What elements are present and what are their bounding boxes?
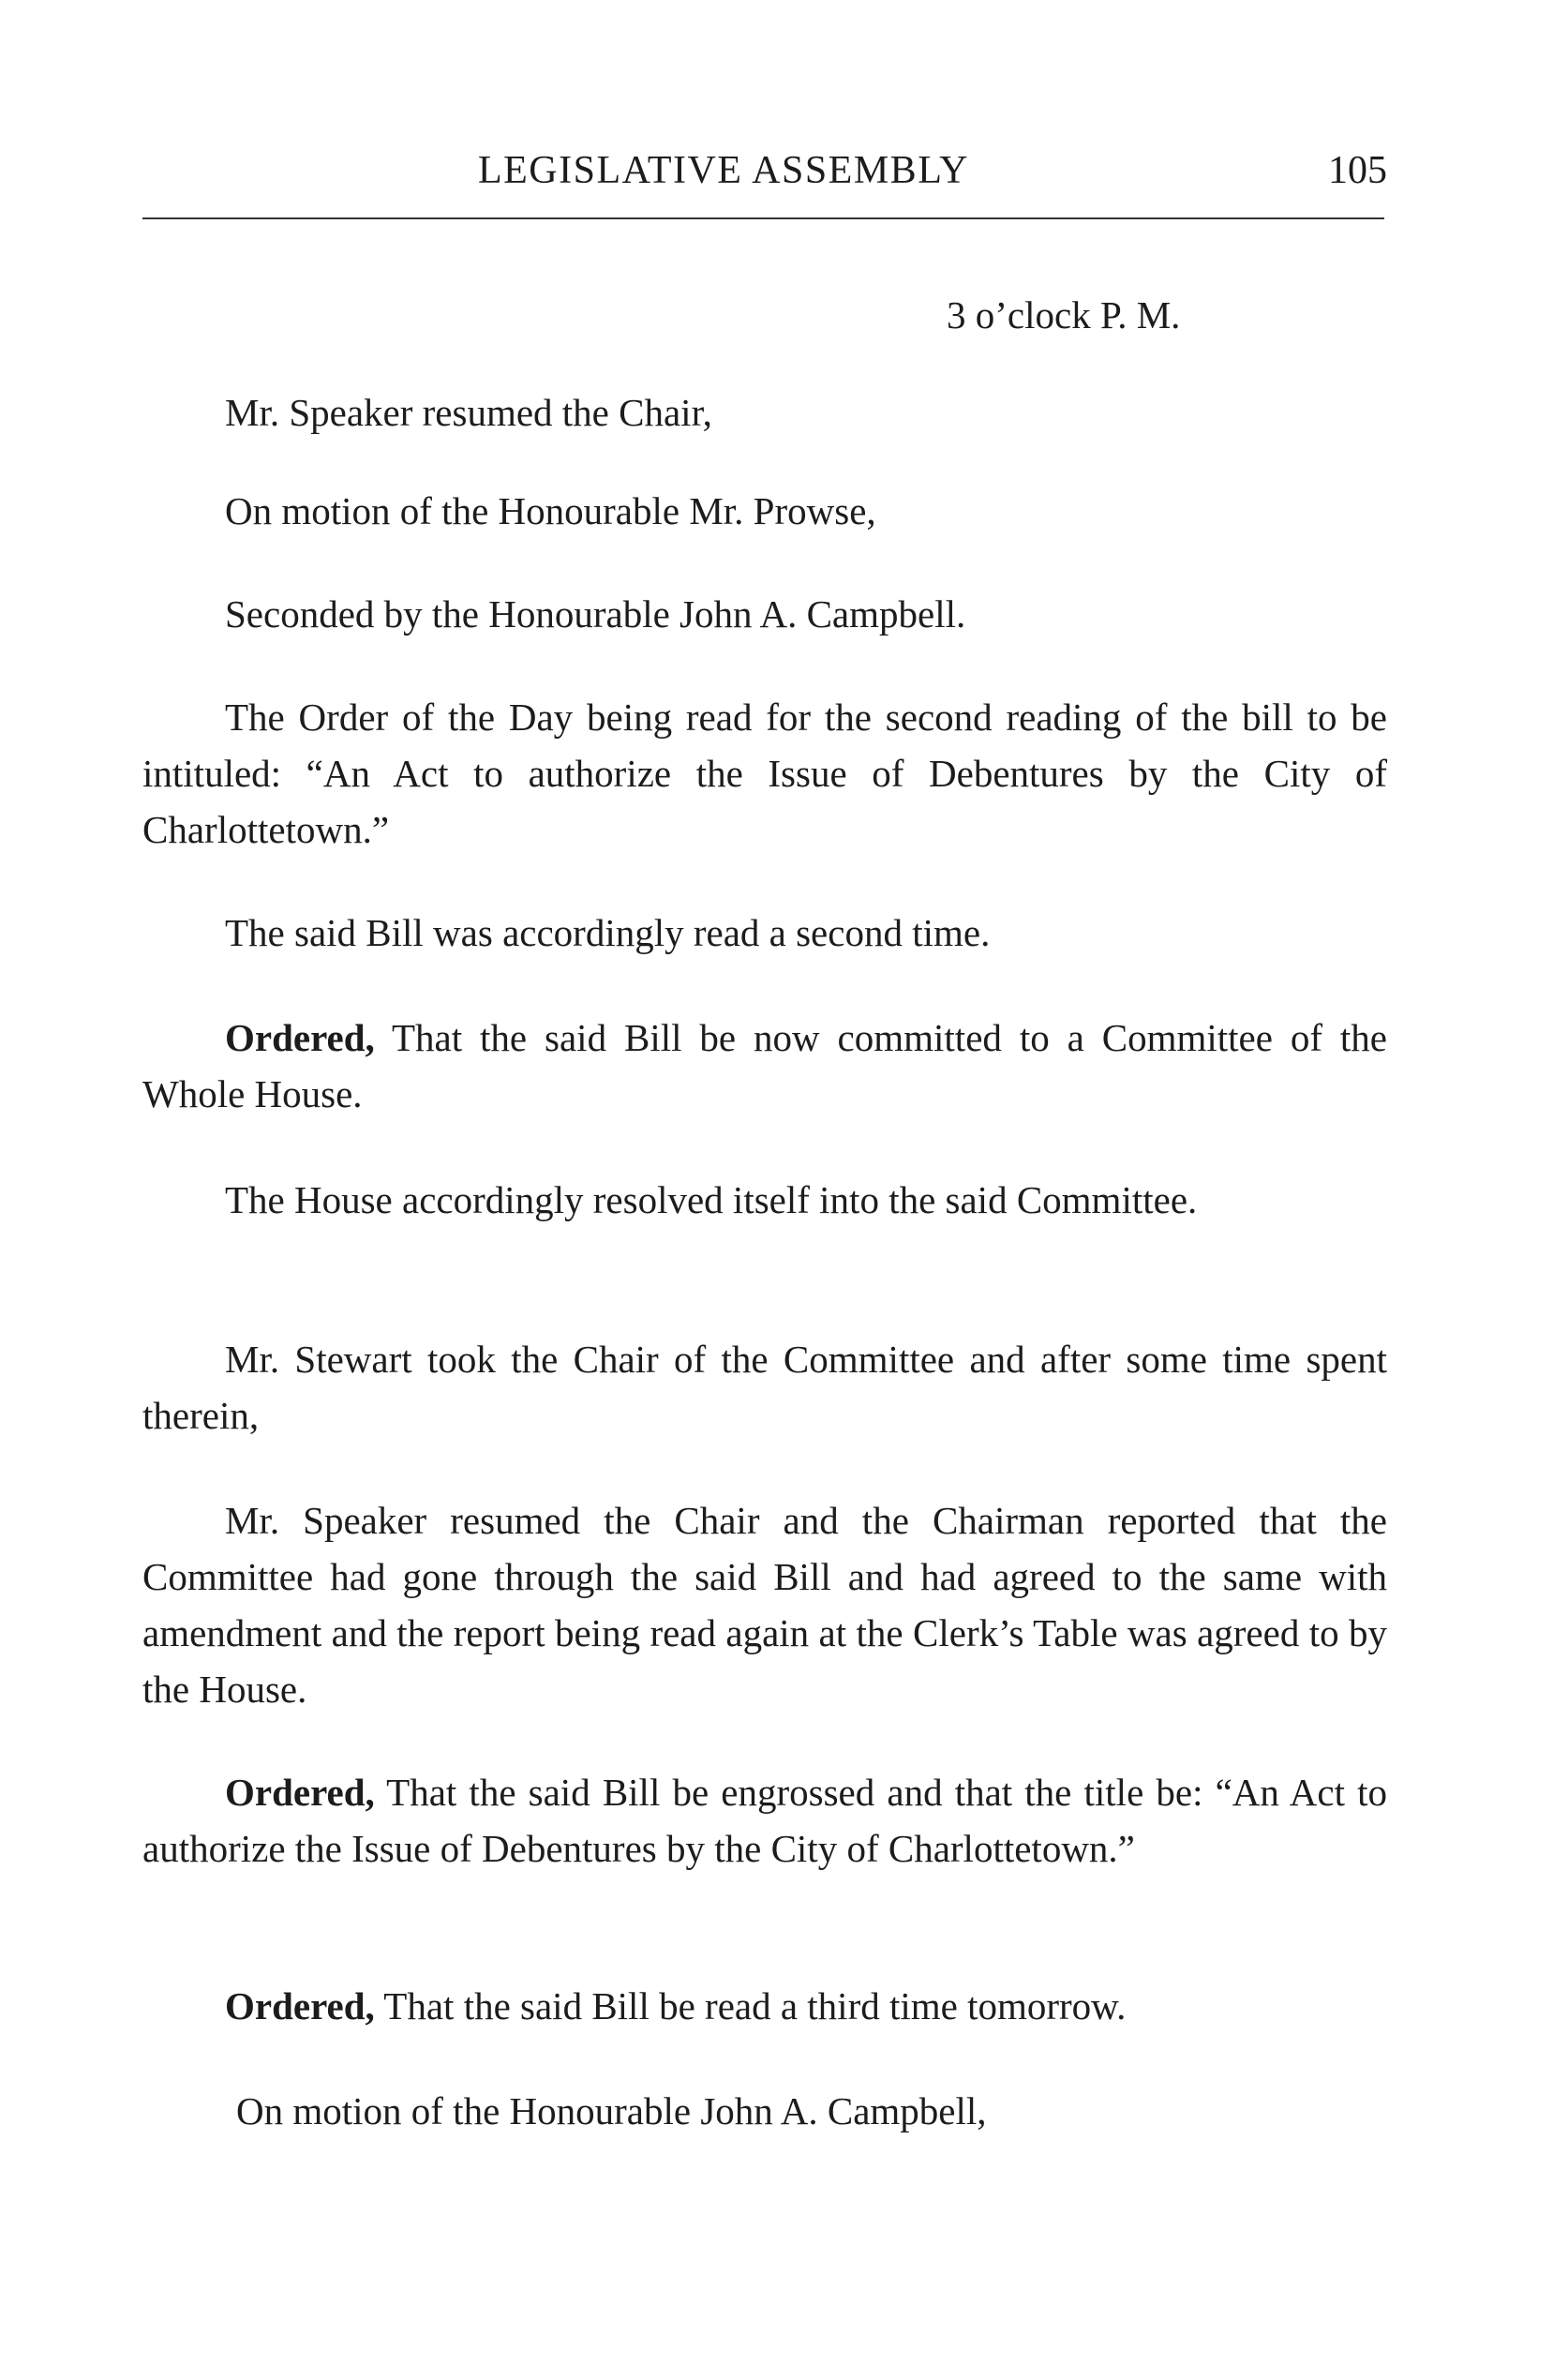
paragraph-text: On motion of the Honourable Mr. Prowse, bbox=[225, 489, 876, 532]
paragraph-text: The Order of the Day being read for the second reading of the bill to be intituled: “An Act to authorize the Issue of Debentures by the City of Charlottetown.” bbox=[142, 696, 1387, 851]
paragraph-second-reading bbox=[142, 905, 1387, 961]
paragraph-ordered-committed bbox=[142, 1010, 1387, 1122]
ordered-label: Ordered, bbox=[225, 1016, 375, 1059]
paragraph-motion-campbell bbox=[236, 2083, 1387, 2139]
paragraph-text: That the said Bill be read a third time tomorrow. bbox=[374, 1984, 1127, 2027]
paragraph-order-of-day bbox=[142, 689, 1387, 858]
session-time: 3 o’clock P. M. bbox=[947, 293, 1181, 337]
paragraph-text: The said Bill was accordingly read a second time. bbox=[225, 911, 991, 954]
paragraph-text: The House accordingly resolved itself into the said Committee. bbox=[225, 1178, 1198, 1221]
paragraph-ordered-third-reading bbox=[142, 1978, 1387, 2034]
paragraph-speaker-resumed bbox=[225, 384, 1387, 441]
paragraph-text: That the said Bill be engrossed and that the title be: “An Act to authorize the Issue of Debentures by the City of Charlottetown.” bbox=[142, 1771, 1387, 1870]
paragraph-chairman-reported bbox=[142, 1492, 1387, 1717]
paragraph-text: Mr. Stewart took the Chair of the Committee and after some time spent therein, bbox=[142, 1338, 1387, 1437]
header-rule bbox=[142, 217, 1384, 219]
paragraph-stewart-chair bbox=[142, 1331, 1387, 1444]
paragraph-text: On motion of the Honourable John A. Campbell, bbox=[236, 2089, 987, 2132]
page-header bbox=[0, 141, 1568, 206]
paragraph-text: That the said Bill be now committed to a Committee of the Whole House. bbox=[142, 1016, 1387, 1115]
paragraph-text: Mr. Speaker resumed the Chair and the Chairman reported that the Committee had gone through the said Bill and had agreed to the same with amendment and the report being read again at the Clerk’s Table was agreed to by the House. bbox=[142, 1499, 1387, 1711]
paragraph-ordered-engrossed bbox=[142, 1764, 1387, 1877]
paragraph-text: Mr. Speaker resumed the Chair, bbox=[225, 391, 712, 434]
ordered-label: Ordered, bbox=[225, 1771, 375, 1814]
paragraph-motion-prowse bbox=[225, 483, 1387, 539]
page-number: 105 bbox=[1328, 149, 1387, 192]
running-head: LEGISLATIVE ASSEMBLY bbox=[478, 149, 969, 192]
paragraph-seconded bbox=[225, 586, 1387, 642]
paragraph-house-resolved bbox=[142, 1172, 1387, 1228]
paragraph-text: Seconded by the Honourable John A. Campbell. bbox=[225, 592, 966, 636]
ordered-label: Ordered, bbox=[225, 1984, 375, 2027]
